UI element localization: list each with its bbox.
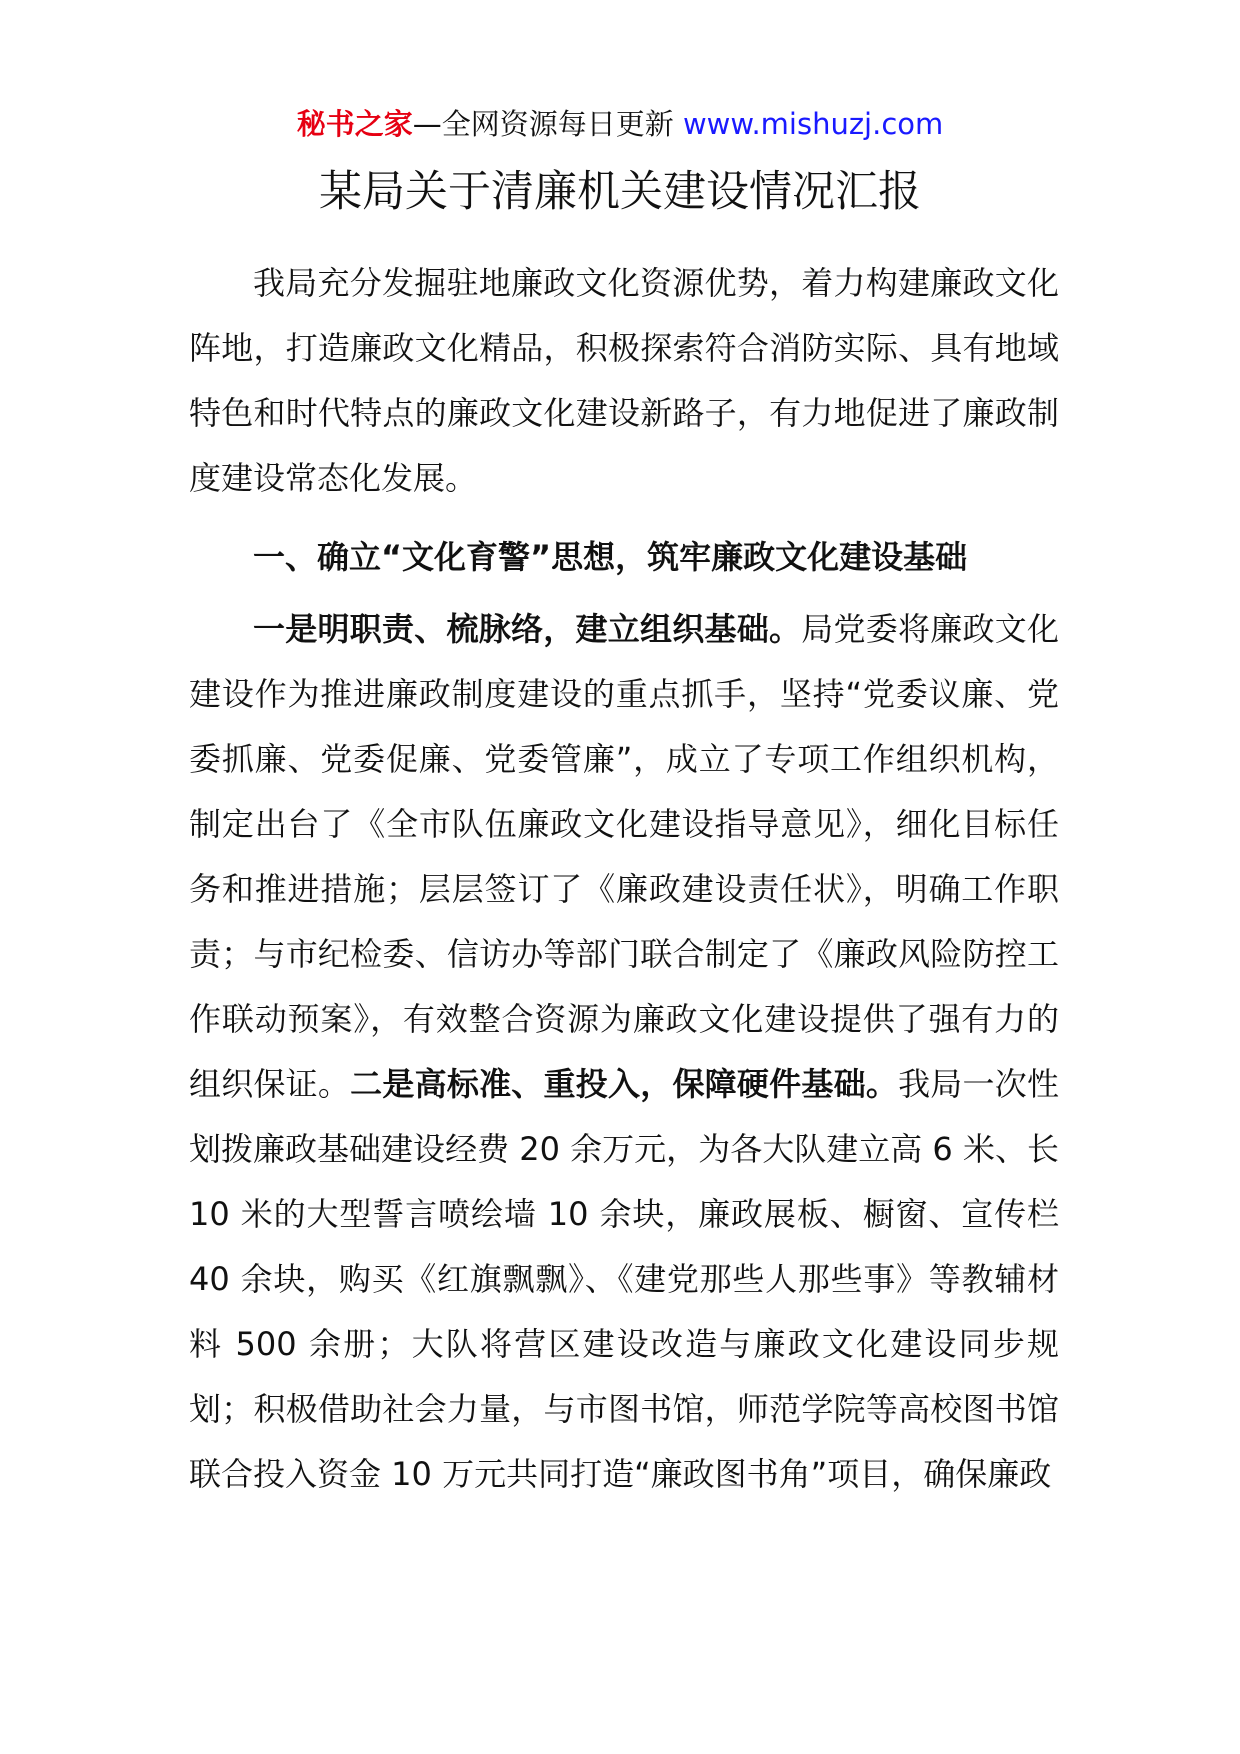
paragraph-text-2: 我局一次性划拨廉政基础建设经费 20 余万元，为各大队建立高 6 米、长 10 米的大型誓言喷绘墙 10 余块，廉政展板、橱窗、宣传栏 40 余块，购买《红旗飘飘》、《建党那些人那些事》等教辅材料 500 余册；大队将营区建设改造与廉政文化建设同步规划；积极借助社会力量，与市图书馆，师范学院等高校图书馆联合投入资金 10 万元共同打造“廉政图书角”项目，确保廉政 [189, 1065, 1059, 1493]
body-paragraph [189, 597, 1059, 1507]
brand-name: 秘书之家 [296, 107, 413, 141]
document-title: 某局关于清廉机关建设情况汇报 [319, 167, 921, 217]
section-heading: 一、确立“文化育警”思想，筑牢廉政文化建设基础 [253, 538, 968, 576]
paragraph-text-1: 局党委将廉政文化建设作为推进廉政制度建设的重点抓手，坚持“党委议廉、党委抓廉、党委促廉、党委管廉”，成立了专项工作组织机构，制定出台了《全市队伍廉政文化建设指导意见》，细化目标任务和推进措施；层层签订了《廉政建设责任状》，明确工作职责；与市纪检委、信访办等部门联合制定了《廉政风险防控工作联动预案》，有效整合资源为廉政文化建设提供了强有力的组织保证。 [189, 610, 1059, 1103]
paragraph-lead-1: 一是明职责、梳脉络，建立组织基础。 [253, 610, 802, 648]
website-link[interactable]: www.mishuzj.com [682, 107, 944, 141]
paragraph-lead-2: 二是高标准、重投入，保障硬件基础。 [350, 1065, 899, 1103]
intro-paragraph: 我局充分发掘驻地廉政文化资源优势，着力构建廉政文化阵地，打造廉政文化精品，积极探索符合消防实际、具有地域特色和时代特点的廉政文化建设新路子，有力地促进了廉政制度建设常态化发展。 [189, 264, 1059, 497]
brand-tagline: —全网资源每日更新 [412, 107, 683, 141]
document-body [189, 251, 1059, 1507]
watermark-header [0, 104, 1240, 144]
